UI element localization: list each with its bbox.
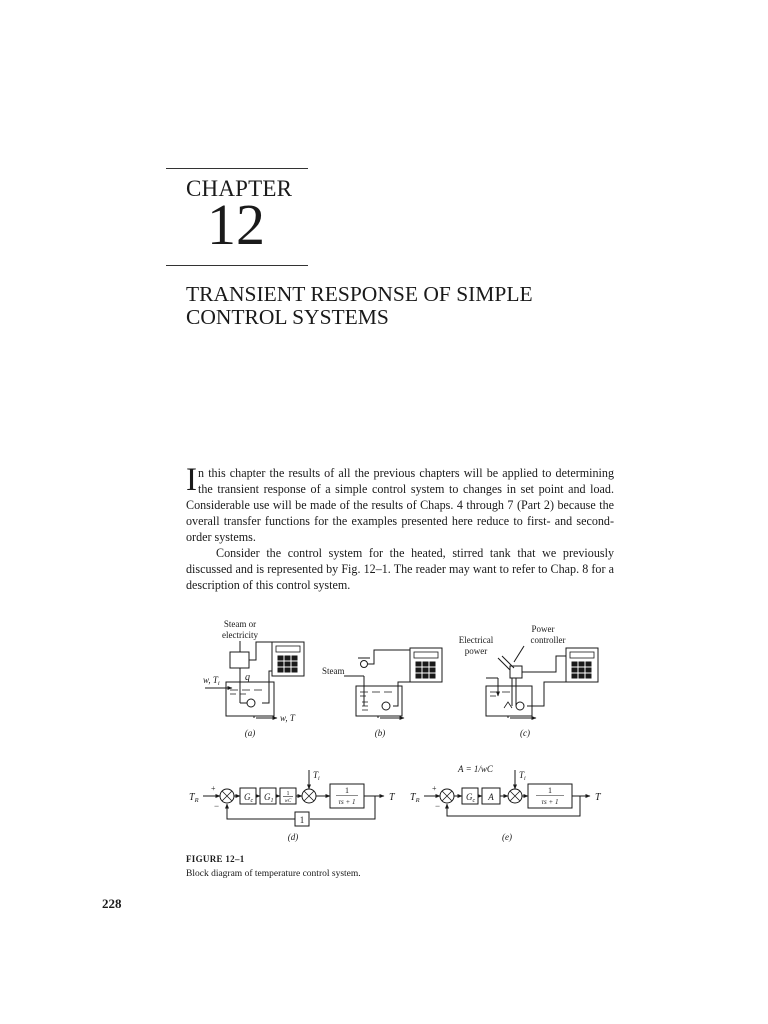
outlet-label: w, T (280, 713, 295, 723)
block-plant-e-num: 1 (548, 786, 552, 795)
tank-c (486, 686, 532, 716)
body-text (186, 462, 614, 593)
steam-electricity-label-2: electricity (222, 630, 258, 640)
block-plant-d-num: 1 (345, 786, 349, 795)
chapter-label: CHAPTER (186, 176, 293, 201)
inlet-label: w, $T_i$ (203, 675, 220, 687)
block-diagram-e (410, 764, 602, 842)
figure-caption: Block diagram of temperature control system. (186, 869, 361, 879)
top-rule (166, 168, 308, 169)
caption-d: (d) (287, 832, 299, 842)
minus-sign-d1: − (214, 801, 220, 811)
caption-c: (c) (520, 728, 530, 738)
drop-cap: I (186, 462, 197, 498)
steam-electricity-label-1: Steam or (223, 619, 257, 629)
plus-sign-e1: + (432, 784, 437, 793)
diagram-b (322, 648, 442, 738)
figure-label: FIGURE 12–1 (186, 854, 245, 864)
figure-12-1 (0, 610, 768, 850)
power-controller-box (510, 666, 522, 678)
block-diagram-d (189, 770, 396, 842)
block-gc-e-label: $G_c$ (466, 792, 476, 804)
block-wc-d-num: 1 (286, 791, 290, 797)
power-controller-label-1: Power (531, 624, 555, 634)
heat-q-label: q (245, 672, 250, 683)
caption-a: (a) (244, 728, 256, 738)
chapter-title (186, 283, 606, 328)
chapter-number: 12 (207, 192, 265, 257)
tank-b (356, 686, 402, 716)
block-gc-d-label: $G_c$ (244, 792, 254, 804)
block-wc-d-den: wC (284, 799, 292, 804)
paragraph-2: Consider the control system for the heated, stirred tank that we previously discussed and is represented by Fig. 12–1. The reader may want to refer to Chap. 8 for a description of this control system. (186, 546, 614, 592)
block-a-e-label: A (488, 792, 494, 802)
input-tr-e: $T_R$ (410, 792, 420, 804)
plus-sign-d1: + (211, 784, 216, 793)
title-line-2: CONTROL SYSTEMS (186, 304, 389, 329)
caption-b: (b) (374, 728, 386, 738)
paragraph-1-text: n this chapter the results of all the previous chapters will be applied to determining the transient response of a simple control system to changes in set point and load. Considerable use will be made of the results of Chaps. 4 through 7 (Part 2) because the overall transfer functions for the examples presented here reduce to first- and second-order systems. (186, 466, 614, 544)
electrical-power-label-2: power (464, 646, 488, 656)
block-g1-d-label: $G_1$ (264, 792, 274, 804)
a-definition-e: A = 1/wC (458, 764, 493, 774)
input-tr-d: $T_R$ (189, 792, 199, 804)
minus-sign-e1: − (435, 801, 441, 811)
title-line-1: TRANSIENT RESPONSE OF SIMPLE (186, 282, 533, 306)
block-feedback-d-label: 1 (299, 815, 305, 825)
steam-label: Steam (322, 666, 345, 676)
electrical-power-label-1: Electrical (458, 635, 494, 645)
output-t-d: T (389, 792, 395, 803)
heater-box (230, 652, 249, 668)
block-plant-d-den: τs + 1 (338, 798, 356, 806)
block-plant-e-den: τs + 1 (541, 798, 559, 806)
diagram-a (203, 619, 304, 738)
output-t-e: T (595, 792, 601, 803)
disturbance-ti-e: $T_i$ (519, 770, 526, 782)
bottom-rule (166, 265, 308, 266)
diagram-c (459, 624, 598, 738)
caption-e: (e) (502, 832, 512, 842)
page-number: 228 (102, 896, 122, 911)
power-controller-label-2: controller (530, 635, 566, 645)
disturbance-ti-d: $T_i$ (313, 770, 320, 782)
paragraph-1 (186, 462, 614, 545)
